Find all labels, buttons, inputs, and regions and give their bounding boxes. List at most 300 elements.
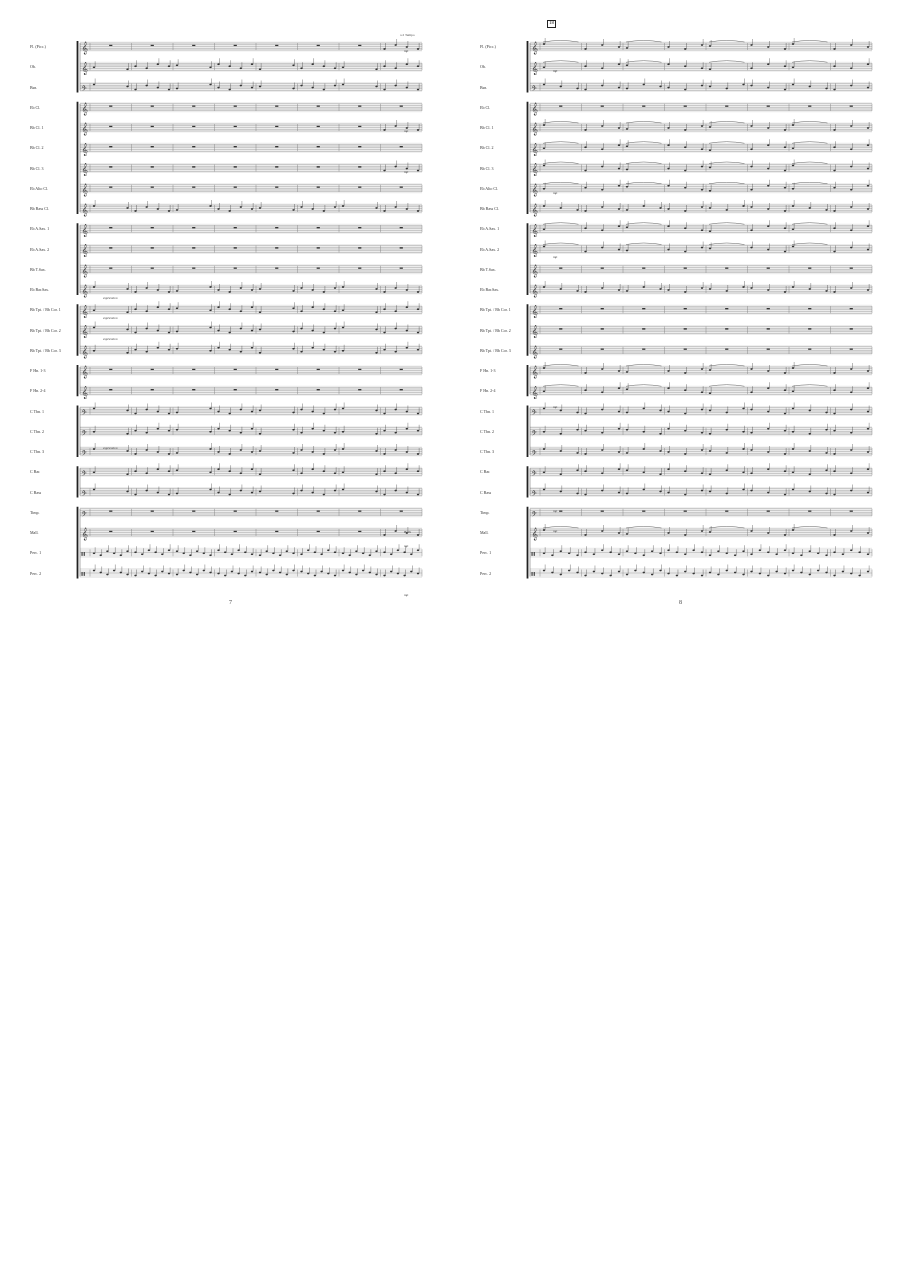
- note-head: [701, 368, 703, 370]
- note-head: [618, 144, 620, 146]
- note-head: [825, 469, 827, 471]
- clef-icon: 𝄢: [531, 490, 537, 499]
- rest-mark: [559, 511, 562, 512]
- note-head: [323, 413, 325, 415]
- note-head: [601, 391, 603, 393]
- note-head: [311, 306, 313, 308]
- note-head: [601, 44, 603, 46]
- note-head: [626, 169, 628, 171]
- note-head: [189, 572, 191, 574]
- note-head: [867, 468, 869, 470]
- expression-mark: espressivo: [103, 337, 118, 341]
- note-head: [251, 208, 253, 210]
- rest-mark: [358, 146, 361, 147]
- note-head: [833, 551, 835, 553]
- note-head: [709, 572, 711, 574]
- rest-mark: [559, 328, 562, 329]
- note-head: [643, 448, 645, 450]
- note-head: [825, 412, 827, 414]
- note-head: [842, 571, 844, 573]
- rest-mark: [725, 308, 728, 309]
- note-head: [833, 494, 835, 496]
- note-head: [403, 551, 405, 553]
- note-head: [394, 328, 396, 330]
- note-head: [126, 473, 128, 475]
- note-head: [626, 574, 628, 576]
- note-head: [833, 470, 835, 472]
- note-head: [394, 310, 396, 312]
- note-head: [417, 534, 419, 536]
- note-head: [134, 470, 136, 472]
- instrument-label: Bb Tpt. / Bb Cor. 2: [480, 327, 511, 333]
- score-page-7: [0, 0, 450, 620]
- instrument-label: F Hn. 1-3: [480, 368, 496, 373]
- note-head: [792, 367, 794, 369]
- note-head: [240, 287, 242, 289]
- note-head: [397, 573, 399, 575]
- rest-mark: [234, 166, 237, 167]
- note-head: [709, 207, 711, 209]
- note-head: [618, 225, 620, 227]
- note-head: [867, 63, 869, 65]
- instrument-label: Eb A.Sax. 2: [480, 246, 500, 252]
- note-head: [767, 144, 769, 146]
- rest-mark: [642, 308, 645, 309]
- note-head: [93, 408, 95, 410]
- note-head: [767, 225, 769, 227]
- note-head: [850, 391, 852, 393]
- note-head: [406, 330, 408, 332]
- note-head: [667, 451, 669, 453]
- rest-mark: [151, 511, 154, 512]
- note-head: [342, 350, 344, 352]
- note-head: [601, 368, 603, 370]
- note-head: [394, 432, 396, 434]
- clef-icon: 𝄞: [81, 345, 89, 359]
- note-head: [126, 491, 128, 493]
- note-head: [767, 451, 769, 453]
- clef-icon: 𝄞: [531, 122, 539, 136]
- note-head: [775, 553, 777, 555]
- note-head: [825, 554, 827, 556]
- clef-icon: 𝄞: [531, 304, 539, 318]
- note-head: [784, 549, 786, 551]
- note-head: [601, 573, 603, 575]
- note-head: [817, 552, 819, 554]
- clef-icon: 𝄞: [531, 223, 539, 237]
- note-head: [157, 306, 159, 308]
- note-head: [618, 249, 620, 251]
- note-head: [342, 552, 344, 554]
- rest-mark: [358, 511, 361, 512]
- note-head: [651, 550, 653, 552]
- expression-mark: mp: [553, 191, 558, 195]
- note-head: [183, 570, 185, 572]
- note-head: [134, 575, 136, 577]
- note-head: [543, 367, 545, 369]
- note-head: [584, 534, 586, 536]
- note-head: [543, 84, 545, 86]
- note-head: [850, 166, 852, 168]
- note-head: [833, 170, 835, 172]
- note-head: [850, 490, 852, 492]
- note-head: [792, 165, 794, 167]
- note-head: [667, 208, 669, 210]
- note-head: [867, 46, 869, 48]
- note-head: [106, 550, 108, 552]
- rest-mark: [317, 531, 320, 532]
- note-head: [320, 571, 322, 573]
- note-head: [809, 288, 811, 290]
- rest-mark: [400, 187, 403, 188]
- note-head: [867, 87, 869, 89]
- note-head: [300, 310, 302, 312]
- rest-mark: [192, 531, 195, 532]
- note-head: [601, 247, 603, 249]
- note-head: [767, 87, 769, 89]
- rest-mark: [234, 531, 237, 532]
- note-head: [292, 429, 294, 431]
- note-head: [701, 67, 703, 69]
- note-head: [311, 289, 313, 291]
- note-head: [601, 206, 603, 208]
- note-head: [584, 65, 586, 67]
- note-head: [176, 469, 178, 471]
- note-head: [417, 453, 419, 455]
- instrument-label: Fl. (Picc.): [30, 44, 46, 49]
- rest-mark: [850, 328, 853, 329]
- note-head: [750, 530, 752, 532]
- note-head: [383, 48, 385, 50]
- note-head: [217, 428, 219, 430]
- note-head: [176, 452, 178, 454]
- note-head: [342, 309, 344, 311]
- note-head: [825, 290, 827, 292]
- note-head: [584, 210, 586, 212]
- instrument-label: Bb Tpt. / Bb Cor. 3: [30, 347, 61, 353]
- note-head: [148, 573, 150, 575]
- note-head: [383, 291, 385, 293]
- note-head: [292, 469, 294, 471]
- note-head: [684, 48, 686, 50]
- note-head: [417, 129, 419, 131]
- note-head: [228, 413, 230, 415]
- note-head: [323, 349, 325, 351]
- note-head: [259, 352, 261, 354]
- note-head: [726, 469, 728, 471]
- clef-icon: 𝄢: [531, 449, 537, 459]
- note-head: [709, 248, 711, 250]
- note-head: [767, 387, 769, 389]
- note-head: [618, 571, 620, 573]
- note-head: [784, 227, 786, 229]
- note-head: [643, 554, 645, 556]
- note-head: [410, 571, 412, 573]
- note-head: [259, 433, 261, 435]
- rest-mark: [601, 511, 604, 512]
- note-head: [323, 494, 325, 496]
- note-head: [584, 170, 586, 172]
- note-head: [300, 490, 302, 492]
- note-head: [292, 552, 294, 554]
- note-head: [383, 349, 385, 351]
- note-head: [742, 489, 744, 491]
- note-head: [667, 249, 669, 251]
- note-head: [825, 452, 827, 454]
- rest-mark: [275, 187, 278, 188]
- note-head: [93, 552, 95, 554]
- rest-mark: [684, 328, 687, 329]
- note-head: [809, 491, 811, 493]
- note-head: [709, 126, 711, 128]
- note-head: [701, 391, 703, 393]
- note-head: [93, 286, 95, 288]
- note-head: [850, 472, 852, 474]
- note-head: [154, 575, 156, 577]
- note-head: [833, 534, 835, 536]
- clef-icon: 𝄢: [531, 510, 537, 520]
- note-head: [334, 351, 336, 353]
- rest-mark: [109, 166, 112, 167]
- clef-icon: 𝄢: [81, 510, 87, 520]
- note-head: [300, 449, 302, 451]
- note-head: [709, 190, 711, 192]
- note-head: [240, 67, 242, 69]
- note-head: [383, 470, 385, 472]
- rest-mark: [400, 511, 403, 512]
- rest-mark: [234, 126, 237, 127]
- note-head: [792, 188, 794, 190]
- rest-mark: [192, 268, 195, 269]
- note-head: [626, 209, 628, 211]
- clef-icon: 𝄥: [531, 568, 535, 581]
- note-head: [259, 572, 261, 574]
- note-head: [176, 331, 178, 333]
- note-head: [659, 473, 661, 475]
- rest-mark: [151, 227, 154, 228]
- note-head: [342, 570, 344, 572]
- note-head: [800, 572, 802, 574]
- note-head: [251, 571, 253, 573]
- rest-mark: [151, 268, 154, 269]
- note-head: [593, 571, 595, 573]
- note-head: [667, 532, 669, 534]
- note-head: [323, 89, 325, 91]
- note-head: [228, 332, 230, 334]
- note-head: [750, 391, 752, 393]
- note-head: [684, 553, 686, 555]
- note-head: [701, 85, 703, 87]
- note-head: [292, 209, 294, 211]
- rest-mark: [317, 146, 320, 147]
- note-head: [417, 549, 419, 551]
- note-head: [145, 432, 147, 434]
- note-head: [145, 472, 147, 474]
- note-head: [203, 552, 205, 554]
- note-head: [209, 431, 211, 433]
- clef-icon: 𝄞: [531, 61, 539, 75]
- tempo-mark: a 2 Tempo: [400, 33, 415, 37]
- note-head: [601, 472, 603, 474]
- note-head: [228, 89, 230, 91]
- note-head: [342, 431, 344, 433]
- note-head: [154, 551, 156, 553]
- instrument-label: Bsn.: [480, 84, 488, 90]
- rest-mark: [109, 45, 112, 46]
- rest-mark: [808, 511, 811, 512]
- note-head: [792, 205, 794, 207]
- note-head: [300, 351, 302, 353]
- note-head: [784, 187, 786, 189]
- note-head: [701, 575, 703, 577]
- note-head: [176, 307, 178, 309]
- note-head: [134, 430, 136, 432]
- rest-mark: [767, 511, 770, 512]
- note-head: [375, 450, 377, 452]
- note-head: [684, 470, 686, 472]
- note-head: [342, 205, 344, 207]
- note-head: [93, 84, 95, 86]
- note-head: [767, 575, 769, 577]
- clef-icon: 𝄞: [531, 244, 539, 257]
- note-head: [867, 411, 869, 413]
- note-head: [209, 350, 211, 352]
- note-head: [867, 208, 869, 210]
- expression-mark: mp: [553, 529, 558, 533]
- note-head: [833, 413, 835, 415]
- clef-icon: 𝄢: [531, 409, 537, 418]
- note-head: [701, 472, 703, 474]
- note-head: [792, 570, 794, 572]
- expression-mark: mp: [404, 544, 409, 548]
- note-head: [375, 410, 377, 412]
- rest-mark: [151, 187, 154, 188]
- note-head: [323, 308, 325, 310]
- note-head: [850, 148, 852, 150]
- note-head: [667, 573, 669, 575]
- instrument-label: Bb Bass Cl.: [30, 206, 50, 211]
- note-head: [684, 170, 686, 172]
- rest-mark: [317, 511, 320, 512]
- instrument-label: Timp.: [480, 509, 490, 515]
- note-head: [157, 208, 159, 210]
- note-head: [784, 89, 786, 91]
- note-head: [323, 210, 325, 212]
- note-head: [767, 249, 769, 251]
- note-head: [742, 448, 744, 450]
- note-head: [867, 289, 869, 291]
- rest-mark: [192, 166, 195, 167]
- note-head: [231, 571, 233, 573]
- note-head: [560, 410, 562, 412]
- note-head: [750, 409, 752, 411]
- note-head: [406, 347, 408, 349]
- note-head: [584, 146, 586, 148]
- note-head: [126, 68, 128, 70]
- instrument-label: Perc. 2: [480, 570, 492, 576]
- note-head: [701, 432, 703, 434]
- clef-icon: 𝄞: [81, 244, 89, 257]
- instrument-label: Bb Cl. 2: [30, 145, 44, 151]
- note-head: [784, 413, 786, 415]
- note-head: [259, 207, 261, 209]
- note-head: [168, 308, 170, 310]
- note-head: [240, 432, 242, 434]
- note-head: [251, 347, 253, 349]
- note-head: [576, 88, 578, 90]
- note-head: [217, 306, 219, 308]
- note-head: [543, 448, 545, 450]
- rest-mark: [192, 146, 195, 147]
- note-head: [584, 389, 586, 391]
- note-head: [701, 247, 703, 249]
- note-head: [750, 148, 752, 150]
- note-head: [867, 492, 869, 494]
- expression-mark: mp: [553, 509, 558, 513]
- note-head: [240, 472, 242, 474]
- note-head: [196, 550, 198, 552]
- note-head: [850, 247, 852, 249]
- rest-mark: [317, 389, 320, 390]
- note-head: [626, 550, 628, 552]
- rest-mark: [192, 45, 195, 46]
- note-head: [240, 206, 242, 208]
- expression-mark: mp: [404, 593, 409, 597]
- score-staves: [0, 0, 450, 620]
- note-head: [209, 489, 211, 491]
- note-head: [701, 206, 703, 208]
- rest-mark: [850, 268, 853, 269]
- note-head: [584, 575, 586, 577]
- note-head: [709, 473, 711, 475]
- note-head: [113, 552, 115, 554]
- note-head: [157, 451, 159, 453]
- note-head: [168, 430, 170, 432]
- rest-mark: [400, 369, 403, 370]
- expression-mark: mp: [553, 405, 558, 409]
- clef-icon: 𝄞: [81, 304, 89, 318]
- note-head: [659, 570, 661, 572]
- note-head: [626, 250, 628, 252]
- note-head: [334, 432, 336, 434]
- note-head: [259, 554, 261, 556]
- note-head: [383, 534, 385, 536]
- note-head: [676, 575, 678, 577]
- note-head: [93, 309, 95, 311]
- note-head: [134, 551, 136, 553]
- rest-mark: [684, 308, 687, 309]
- note-head: [584, 372, 586, 374]
- note-head: [383, 575, 385, 577]
- note-head: [134, 291, 136, 293]
- clef-icon: 𝄞: [81, 61, 89, 75]
- note-head: [726, 552, 728, 554]
- note-head: [626, 145, 628, 147]
- note-head: [867, 127, 869, 129]
- note-head: [601, 67, 603, 69]
- note-head: [228, 210, 230, 212]
- rest-mark: [317, 45, 320, 46]
- note-head: [842, 553, 844, 555]
- note-head: [576, 554, 578, 556]
- note-head: [584, 129, 586, 131]
- note-head: [228, 494, 230, 496]
- note-head: [217, 63, 219, 65]
- note-head: [701, 449, 703, 451]
- instrument-label: Ob.: [480, 64, 486, 70]
- note-head: [134, 349, 136, 351]
- note-head: [394, 490, 396, 492]
